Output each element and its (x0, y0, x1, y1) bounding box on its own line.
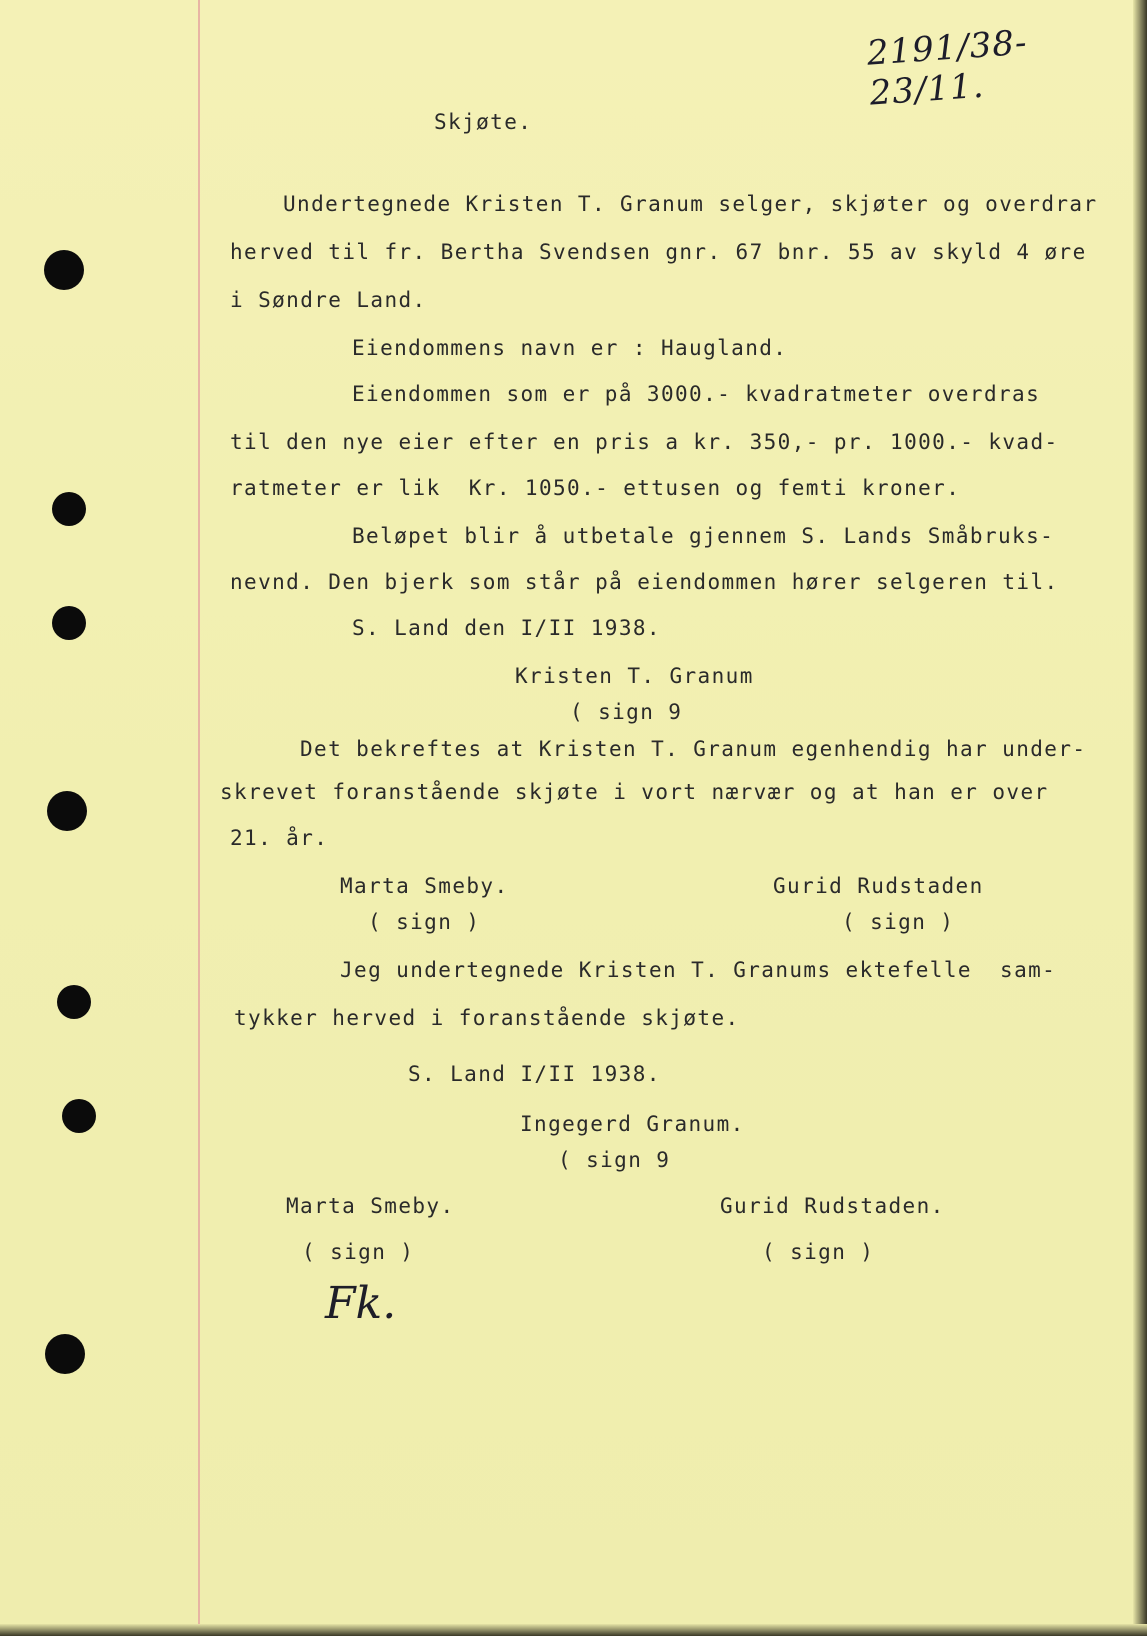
text-line: i Søndre Land. (230, 288, 427, 312)
property-name-line: Eiendommens navn er : Haugland. (352, 336, 788, 360)
witness-name: Gurid Rudstaden. (720, 1194, 945, 1218)
text-line: til den nye eier efter en pris a kr. 350,- pr. 1000.- kvad- (230, 430, 1059, 454)
witness-name: Gurid Rudstaden (773, 874, 984, 898)
signature-mark: ( sign ) (368, 910, 481, 934)
text-line: herved til fr. Bertha Svendsen gnr. 67 bnr. 55 av skyld 4 øre (230, 240, 1087, 264)
signature-mark: ( sign ) (762, 1240, 875, 1264)
signature-mark: ( sign 9 (570, 700, 683, 724)
punch-hole (57, 985, 91, 1019)
document-title: Skjøte. (434, 110, 533, 134)
punch-hole (52, 606, 86, 640)
handwritten-initials: Fk. (325, 1278, 397, 1329)
punch-hole (52, 492, 86, 526)
page-edge-shadow (1133, 0, 1147, 1636)
witness-name: Marta Smeby. (286, 1194, 455, 1218)
signer-name: Kristen T. Granum (515, 664, 754, 688)
text-line: Undertegnede Kristen T. Granum selger, skjøter og overdrar (283, 192, 1098, 216)
text-line: Det bekreftes at Kristen T. Granum egenhendig har under- (300, 737, 1087, 761)
text-line: 21. år. (230, 826, 329, 850)
text-line: Beløpet blir å utbetale gjennem S. Lands Småbruks- (352, 524, 1055, 548)
signature-mark: ( sign ) (842, 910, 955, 934)
place-date: S. Land I/II 1938. (408, 1062, 661, 1086)
text-line: nevnd. Den bjerk som står på eiendommen hører selgeren til. (230, 570, 1059, 594)
text-line: skrevet foranstående skjøte i vort nærvær og at han er over (220, 780, 1049, 804)
margin-rule (198, 0, 200, 1636)
punch-hole (47, 791, 87, 831)
text-line: ratmeter er lik Kr. 1050.- ettusen og femti kroner. (230, 476, 961, 500)
signature-mark: ( sign 9 (558, 1148, 671, 1172)
punch-hole (45, 1334, 85, 1374)
text-line: tykker herved i foranstående skjøte. (234, 1006, 740, 1030)
page-edge-shadow (0, 1624, 1147, 1636)
reference-number: 2191/38- 23/11. (865, 22, 1029, 114)
witness-name: Marta Smeby. (340, 874, 509, 898)
punch-hole (62, 1099, 96, 1133)
punch-hole (44, 250, 84, 290)
text-line: Jeg undertegnede Kristen T. Granums ektefelle sam- (340, 958, 1057, 982)
place-date: S. Land den I/II 1938. (352, 616, 661, 640)
signer-name: Ingegerd Granum. (520, 1112, 745, 1136)
text-line: Eiendommen som er på 3000.- kvadratmeter overdras (352, 382, 1041, 406)
signature-mark: ( sign ) (302, 1240, 415, 1264)
